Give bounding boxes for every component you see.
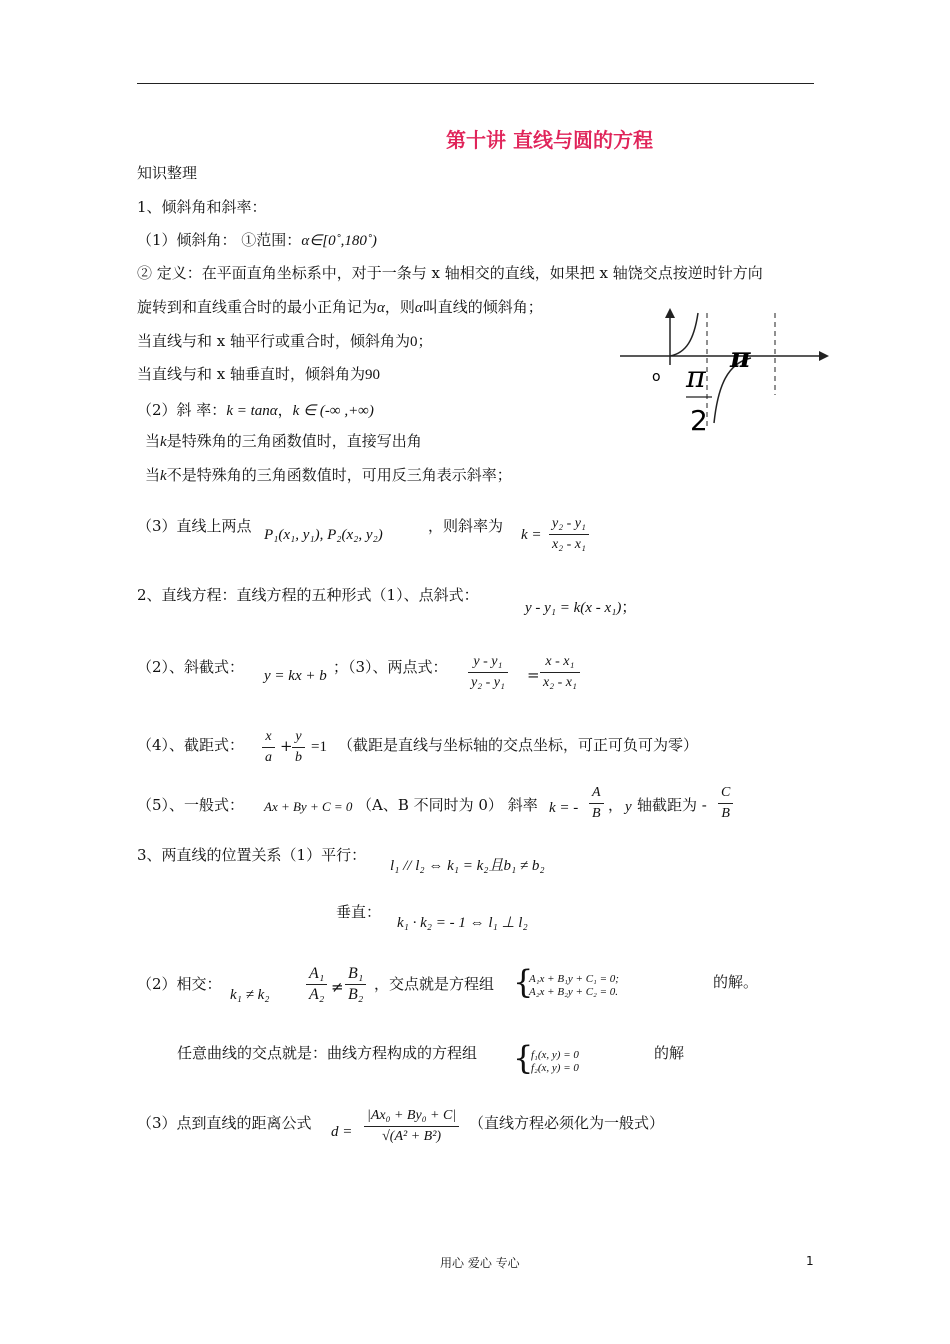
s1-line8a: 当 xyxy=(145,466,161,484)
general-expr: Ax + By + C = 0 xyxy=(264,799,353,814)
s1-line6 xyxy=(137,400,374,421)
slope-k xyxy=(521,524,542,545)
general-label: （5）、一般式： xyxy=(137,796,245,814)
s1-line3a: 旋转到和直线重合时的最小正角记为 xyxy=(137,298,378,316)
gs-note2: 轴截距为 - xyxy=(637,796,707,814)
pi-half-num: π xyxy=(686,360,706,395)
section-heading: 知识整理 xyxy=(137,164,198,182)
page-title: 第十讲 直线与圆的方程 xyxy=(446,128,653,152)
s1-line8 xyxy=(145,465,512,486)
curve-note: 任意曲线的交点就是：曲线方程构成的方程组 xyxy=(177,1044,478,1062)
ic-num-2: y xyxy=(292,727,305,748)
slope-intercept-expr: y = kx + b xyxy=(264,668,327,684)
alpha-symbol: α xyxy=(377,300,385,316)
point-slope xyxy=(525,597,636,618)
gy-den: B xyxy=(721,806,730,821)
gs-k-text: k = - xyxy=(549,800,579,816)
gs-k xyxy=(549,797,578,818)
system-eq-2: A₂x + B₂y + C₂ = 0. xyxy=(529,986,619,998)
intersect-k-expr: k₁ ≠ k₂ xyxy=(230,987,270,1003)
gs-y-text: y xyxy=(625,799,632,815)
s1-line9b: ，则斜率为 xyxy=(428,517,504,535)
ic-den-2: b xyxy=(295,750,302,765)
s1-line3c: 叫直线的倾斜角； xyxy=(422,298,543,316)
s1-line1 xyxy=(137,230,377,251)
ix-den-2: B₂ xyxy=(348,986,364,1003)
tangent-graph xyxy=(616,305,836,435)
s1-line2: ② 定义：在平面直角坐标系中，对于一条与 x 轴相交的直线，如果把 x 轴饶交点按逆时针方向 xyxy=(137,264,763,282)
ic-plus: + xyxy=(280,737,293,755)
s1-line9 xyxy=(137,516,252,536)
s1-line7 xyxy=(145,431,422,452)
perp-expr: k₁ · k₂ = - 1 ⇔ l₁ ⊥ l₂ xyxy=(397,915,528,931)
s1-line5 xyxy=(137,364,380,385)
s1-line9a: （3）直线上两点 xyxy=(137,517,252,535)
curve-system xyxy=(531,1049,579,1075)
two-points xyxy=(264,524,383,545)
dist-label: （3）点到直线的距离公式 xyxy=(137,1114,312,1132)
semicolon: ； xyxy=(621,598,637,616)
ix-frac-1 xyxy=(306,964,327,1005)
intercept-frac-1 xyxy=(262,727,275,768)
perp-label: 垂直： xyxy=(336,903,382,921)
page-number: 1 xyxy=(806,1254,814,1268)
s1-line4-value: 0 xyxy=(410,334,418,350)
gs-num: A xyxy=(589,783,604,804)
s2-heading: 2、直线方程：直线方程的五种形式（1）、点斜式： xyxy=(137,586,479,604)
s1-line7b: 是特殊角的三角函数值时，直接写出角 xyxy=(166,432,422,450)
gy-num: C xyxy=(718,783,733,804)
intercept-label: （4）、截距式： xyxy=(137,736,245,754)
slope-intercept xyxy=(264,665,327,686)
s1-line4b: ； xyxy=(417,332,433,350)
slope-fraction xyxy=(549,514,589,555)
s1-line3 xyxy=(137,297,543,318)
ic-num-1: x xyxy=(262,727,275,748)
dist-numerator: |Ax₀ + By₀ + C| xyxy=(364,1106,459,1127)
s1-range: α∈[0˚,180˚) xyxy=(301,233,377,249)
pi-label: π xyxy=(730,341,751,374)
curve-eq-1: f₁(x, y) = 0 xyxy=(531,1049,579,1061)
two-point-frac-2 xyxy=(540,652,580,693)
ic-den-1: a xyxy=(265,750,272,765)
s1-line4a: 当直线与和 x 轴平行或重合时，倾斜角为 xyxy=(137,332,410,350)
ix-end: 的解。 xyxy=(713,973,759,991)
intersect-k xyxy=(230,984,269,1005)
two-point-label: ；（3）、两点式： xyxy=(333,658,448,676)
x-axis-arrow xyxy=(819,351,829,361)
two-point-eq: = xyxy=(527,666,540,684)
gs-frac xyxy=(589,783,604,824)
origin-label: o xyxy=(652,369,661,385)
slope-numerator: y₂ - y₁ xyxy=(549,514,589,535)
tp-num-1: y - y₁ xyxy=(468,652,508,673)
s1-line6a: （2）斜 率： xyxy=(137,401,227,419)
two-point-frac-1 xyxy=(468,652,508,693)
tp-den-1: y₂ - y₁ xyxy=(471,675,505,690)
ix-num-1: A₁ xyxy=(306,964,327,985)
s1-line3b: ，则 xyxy=(384,298,415,316)
brace-icon: { xyxy=(513,963,534,1001)
s1-line5-value: 90 xyxy=(365,367,380,383)
s1-line6c: ， xyxy=(277,401,293,419)
two-points-expr: P₁(x₁, y₁), P₂(x₂, y₂) xyxy=(264,527,383,543)
ix-frac-2 xyxy=(345,964,366,1005)
gs-y xyxy=(625,796,632,817)
ic-eq-text: =1 xyxy=(311,739,327,755)
k-symbol: k xyxy=(160,468,167,484)
s1-line4 xyxy=(137,331,433,352)
perp-cond xyxy=(397,912,528,933)
s1-line7a: 当 xyxy=(145,432,161,450)
s1-heading: 1、倾斜角和斜率： xyxy=(137,198,267,216)
brace-icon: { xyxy=(513,1039,534,1077)
ix-den-1: A₂ xyxy=(309,986,325,1003)
header-rule xyxy=(137,83,814,84)
tp-den-2: x₂ - x₁ xyxy=(543,675,577,690)
dist-d-text: d = xyxy=(331,1124,353,1140)
s1-line1-label: （1）倾斜角： ①范围： xyxy=(137,231,302,249)
parallel-expr: l₁ // l₂ ⇔ k₁ = k₂且b₁ ≠ b₂ xyxy=(390,858,545,874)
system-eq-1: A₁x + B₁y + C₁ = 0; xyxy=(529,973,619,985)
ix-note: ，交点就是方程组 xyxy=(374,975,495,993)
slope-intercept-label: （2）、斜截式： xyxy=(137,658,245,676)
slope-range: k ∈ (-∞ ,+∞) xyxy=(292,403,374,419)
ix-ne: ≠ xyxy=(331,978,344,996)
s1-line8b: 不是特殊角的三角函数值时，可用反三角表示斜率； xyxy=(166,466,512,484)
curve-end: 的解 xyxy=(654,1044,685,1062)
general-note: （A、B 不同时为 0） 斜率 xyxy=(357,796,538,814)
tan-branch-1 xyxy=(670,313,698,356)
footer-text: 用心 爱心 专心 xyxy=(440,1256,520,1270)
alpha-symbol: α xyxy=(414,300,423,316)
slope-denominator: x₂ - x₁ xyxy=(552,537,586,552)
k-symbol: k xyxy=(160,434,167,450)
intersect-label: （2）相交： xyxy=(137,975,222,993)
dist-denominator: √(A² + B²) xyxy=(382,1129,442,1144)
ix-num-2: B₁ xyxy=(345,964,366,985)
intercept-frac-2 xyxy=(292,727,305,768)
gy-frac xyxy=(718,783,733,824)
equation-system xyxy=(529,973,619,999)
dist-note: （直线方程必须化为一般式） xyxy=(469,1114,665,1132)
gs-comma: ， xyxy=(608,796,624,814)
slope-k-label: k = xyxy=(521,527,542,543)
s1-line5a: 当直线与和 x 轴垂直时，倾斜角为 xyxy=(137,365,365,383)
general-form xyxy=(264,797,352,817)
gs-den: B xyxy=(592,806,601,821)
dist-d xyxy=(331,1121,352,1142)
dist-frac xyxy=(364,1106,459,1147)
y-axis-arrow xyxy=(665,308,675,318)
point-slope-expr: y - y₁ = k(x - x₁) xyxy=(525,600,622,616)
parallel-cond xyxy=(390,855,545,876)
tp-num-2: x - x₁ xyxy=(540,652,580,673)
s3-heading: 3、两直线的位置关系（1）平行： xyxy=(137,846,367,864)
ic-eq xyxy=(311,736,327,757)
pi-half-den: 2 xyxy=(690,404,708,435)
slope-def: k = tanα xyxy=(226,403,278,419)
intercept-note: （截距是直线与坐标轴的交点坐标，可正可负可为零） xyxy=(338,736,699,754)
curve-eq-2: f₂(x, y) = 0 xyxy=(531,1062,579,1074)
